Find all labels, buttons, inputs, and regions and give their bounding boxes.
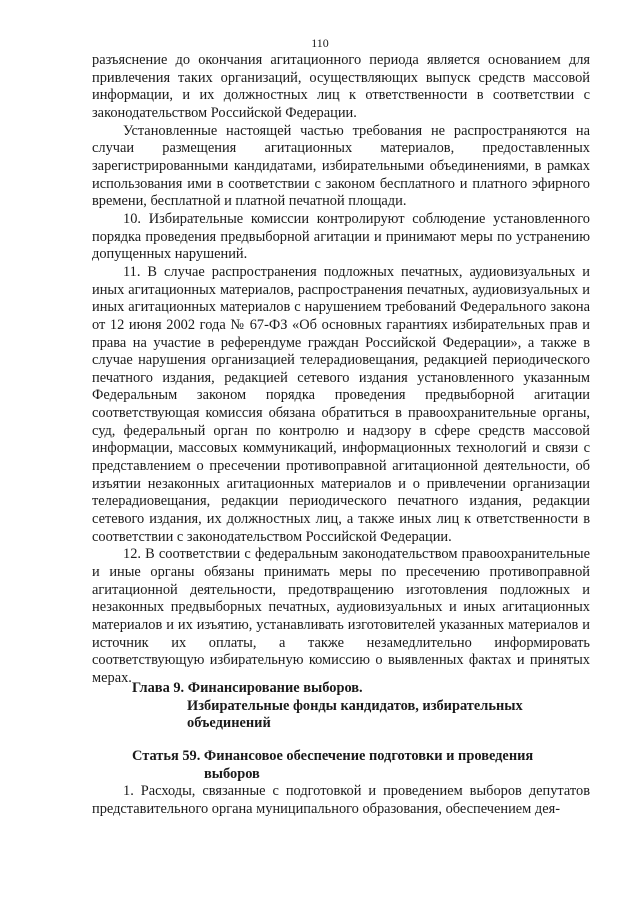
paragraph-12: 12. В соответствии с федеральным законодательством правоохранительные и иные органы обязаны принимать меры по пресечению противоправной агитационной деятельности, предотвращению изготовления подложных и незаконных предвыборных печатных, аудиовизуальных и иных агитационных материалов и их изъятию, устанавливать изготовителей указанных материалов и источник их оплаты, а также незамедлительно информировать соответствующую избирательную комиссию о выявленных фактах и принятых мерах. xyxy=(92,546,590,686)
article-heading xyxy=(132,748,602,783)
paragraph-11: 11. В случае распространения подложных печатных, аудиовизуальных и иных агитационных материалов, распространения печатных, аудиовизуальных и иных агитационных материалов с нарушением требований Федерального закона от 12 июня 2002 года № 67-ФЗ «Об основных гарантиях избирательных прав и права на участие в референдуме граждан Российской Федерации», а также в случае нарушения организацией телерадиовещания, редакцией периодического печатного издания, редакцией сетевого издания установленного указанным Федеральным законом порядка проведения предвыборной агитации соответствующая комиссия обязана обратиться в правоохранительные органы, суд, федеральный орган по контролю и надзору в сфере средств массовой информации, массовых коммуникаций, информационных технологий и связи с представлением о пресечении противоправной агитационной деятельности, об изъятии незаконных агитационных материалов и о привлечении организации телерадиовещания, редакции периодического печатного издания, редакции сетевого издания, их должностных лиц, а также иных лиц к ответственности в соответствии с законодательством Российской Федерации. xyxy=(92,263,590,545)
article-title-line1: Статья 59. Финансовое обеспечение подготовки и проведения xyxy=(132,748,534,764)
chapter-title-line1: Глава 9. Финансирование выборов. xyxy=(132,680,363,696)
chapter-heading xyxy=(132,680,602,733)
body-text xyxy=(92,52,590,688)
paragraph-10: 10. Избирательные комиссии контролируют соблюдение установленного порядка проведения предвыборной агитации и принимают меры по устранению допущенных нарушений. xyxy=(92,210,590,263)
article-paragraph-1: 1. Расходы, связанные с подготовкой и проведением выборов депутатов представительного органа муниципального образования, обеспечением дея- xyxy=(92,783,590,817)
paragraph-continuation: разъяснение до окончания агитационного периода является основанием для привлечения таких организаций, осуществляющих выпуск средств массовой информации, и их должностных лиц к ответственности в соответствии с законодательством Российской Федерации. xyxy=(92,52,590,121)
page-number: 110 xyxy=(311,36,329,50)
article-title-line2: выборов xyxy=(204,765,260,782)
paragraph-exception: Установленные настоящей частью требования не распространяются на случаи размещения агитационных материалов, предоставленных зарегистрированными кандидатами, избирательными объединениями, в рамках использования ими в соответствии с законом бесплатного и платного эфирного времени, бесплатной и платной печатной площади. xyxy=(92,122,590,210)
chapter-title-line2: Избирательные фонды кандидатов, избирательных xyxy=(187,697,523,714)
chapter-title-line3: объединений xyxy=(187,715,271,732)
article-body xyxy=(92,783,590,818)
